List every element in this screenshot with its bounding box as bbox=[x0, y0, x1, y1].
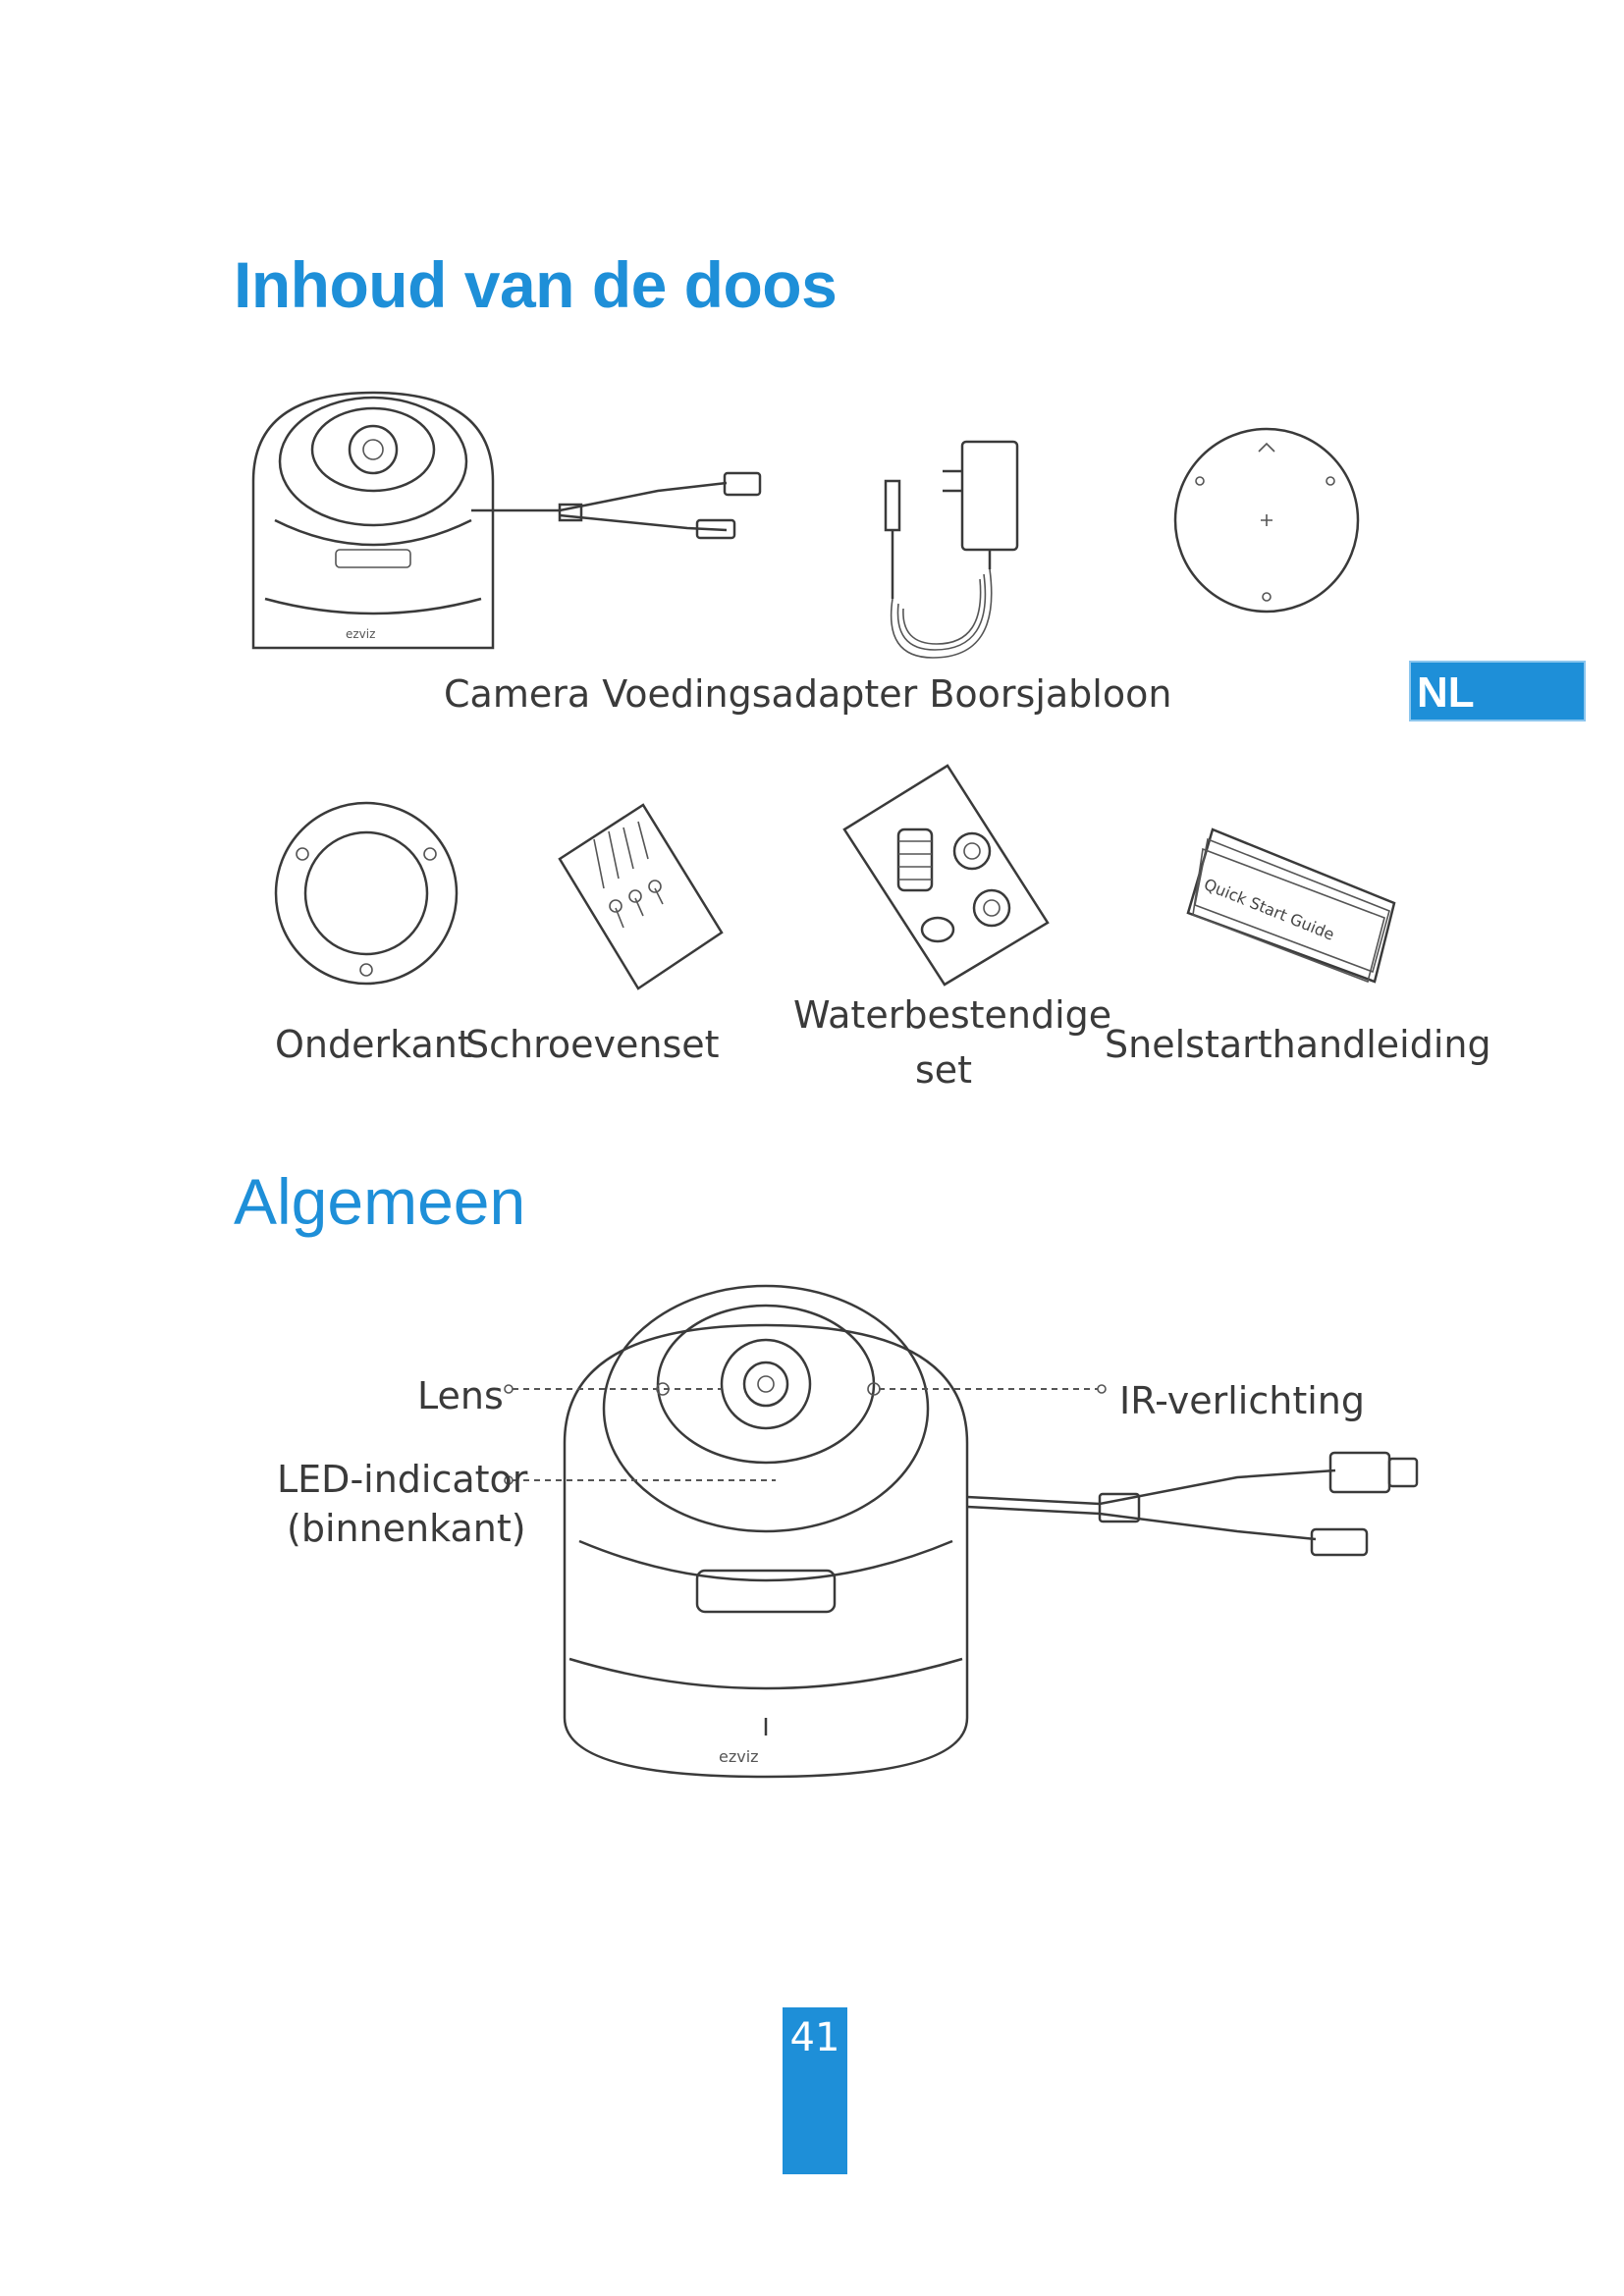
guide-cover-text: Quick Start Guide bbox=[1201, 875, 1337, 944]
camera-overview-brand-text: ezviz bbox=[719, 1747, 759, 1766]
caption-screws: Schroevenset bbox=[465, 1023, 720, 1066]
caption-quickstart: Snelstarthandleiding bbox=[1105, 1023, 1491, 1066]
label-led-indicator: LED-indicator bbox=[277, 1458, 528, 1501]
waterproof-kit-illustration bbox=[839, 761, 1056, 987]
caption-row1: Camera Voedingsadapter Boorsjabloon bbox=[444, 672, 1172, 716]
camera-overview-diagram bbox=[491, 1247, 1473, 1796]
section-title-general: Algemeen bbox=[234, 1165, 526, 1238]
quick-start-guide-illustration bbox=[1173, 825, 1409, 991]
page-number: 41 bbox=[789, 2015, 840, 2060]
label-ir-lights: IR-verlichting bbox=[1119, 1379, 1366, 1422]
camera-brand-text: ezviz bbox=[346, 627, 376, 641]
label-led-inside: (binnenkant) bbox=[287, 1507, 526, 1550]
page-number-tab bbox=[783, 2007, 847, 2174]
label-lens: Lens bbox=[417, 1374, 504, 1417]
power-adapter-illustration bbox=[864, 422, 1060, 677]
base-plate-illustration bbox=[273, 795, 469, 991]
caption-waterproof-line1: Waterbestendige bbox=[793, 993, 1112, 1037]
language-tab bbox=[1409, 661, 1586, 721]
caption-base: Onderkant bbox=[275, 1023, 472, 1066]
language-tab-label: NL bbox=[1417, 668, 1475, 717]
camera-illustration bbox=[236, 363, 785, 667]
caption-waterproof-line2: set bbox=[915, 1048, 973, 1092]
screw-kit-illustration bbox=[555, 800, 731, 996]
section-title-box-contents: Inhoud van de doos bbox=[234, 248, 838, 321]
drill-template-illustration bbox=[1168, 422, 1365, 618]
